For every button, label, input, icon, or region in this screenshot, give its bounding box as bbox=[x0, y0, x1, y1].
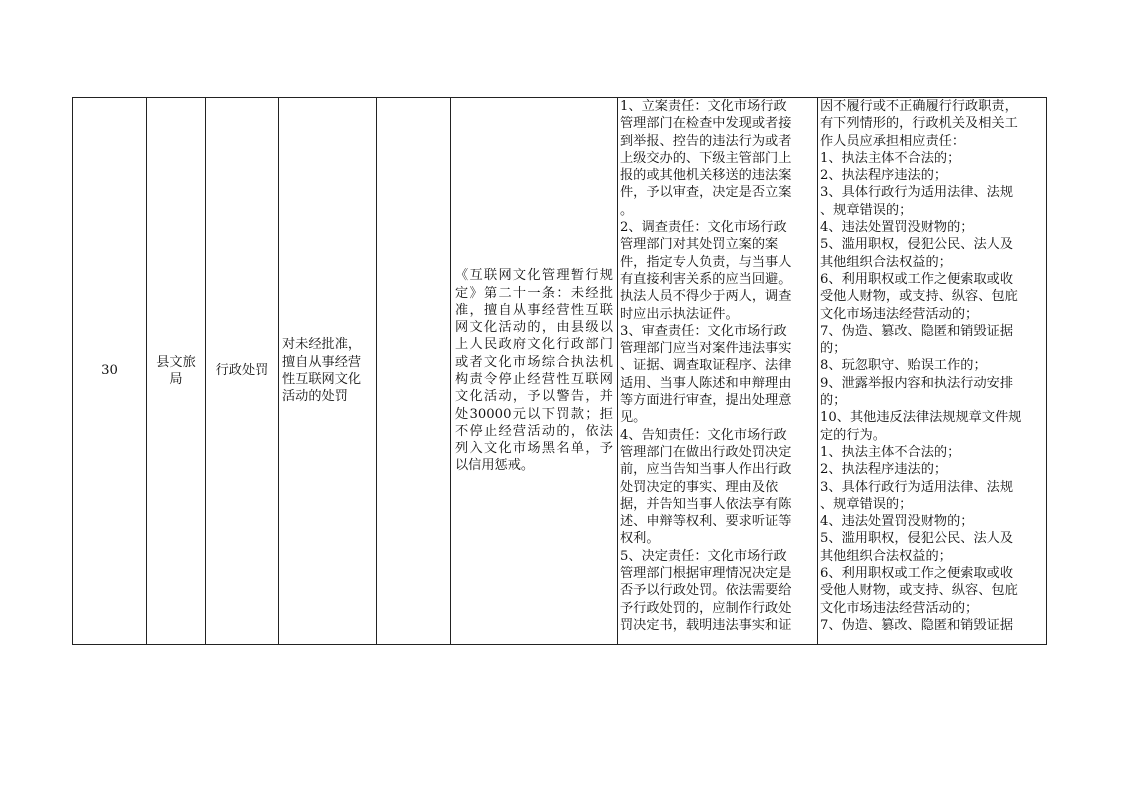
responsibility-line: 处罚决定的事实、理由及依 bbox=[620, 479, 779, 495]
accountability-line: 其他组织合法权益的； bbox=[820, 254, 952, 270]
responsibility-line: 。 bbox=[620, 202, 634, 218]
responsibility-line: 件，予以审查，决定是否立案 bbox=[620, 185, 792, 201]
responsibility-line: 权利。 bbox=[620, 531, 660, 547]
responsibility-line: 管理部门在检查中发现或者接 bbox=[620, 116, 792, 132]
accountability-line: 的； bbox=[820, 341, 847, 357]
responsibility-line: 管理部门根据审理情况决定是 bbox=[620, 566, 792, 582]
responsibility-line: 管理部门对其处罚立案的案 bbox=[620, 237, 779, 253]
accountability-line: 9、泄露举报内容和执法行动安排 bbox=[820, 375, 1014, 391]
responsibility-line: 管理部门在做出行政处罚决定 bbox=[620, 444, 792, 460]
accountability-line: 5、滥用职权，侵犯公民、法人及 bbox=[820, 237, 1014, 253]
item-name-cell bbox=[279, 98, 377, 645]
responsibility-line: 予行政处罚的，应制作行政处 bbox=[620, 600, 792, 616]
responsibility-line: 等方面进行审查，提出处理意 bbox=[620, 393, 792, 409]
responsibility-line: 否予以行政处罚。依法需要给 bbox=[620, 583, 792, 599]
accountability-line: 有下列情形的，行政机关及相关工 bbox=[820, 116, 1018, 132]
responsibility-cell bbox=[618, 98, 818, 645]
accountability-line: 因不履行或不正确履行行政职责， bbox=[820, 99, 1018, 114]
accountability-line: 10、其他违反法律法规规章文件规 bbox=[820, 410, 1022, 426]
power-category: 行政处罚 bbox=[215, 363, 269, 379]
accountability-line: 定的行为。 bbox=[820, 427, 886, 443]
accountability-line: 4、违法处置罚没财物的； bbox=[820, 514, 974, 530]
accountability-line: 文化市场违法经营活动的； bbox=[820, 600, 979, 616]
accountability-line: 、规章错误的； bbox=[820, 496, 913, 512]
accountability-line: 7、伪造、篡改、隐匿和销毁证据 bbox=[820, 617, 1014, 633]
responsibility-line: 有直接利害关系的应当回避。 bbox=[620, 271, 792, 287]
accountability-line: 受他人财物，或支持、纵容、包庇 bbox=[820, 289, 1018, 305]
accountability-line: 5、滥用职权，侵犯公民、法人及 bbox=[820, 531, 1014, 547]
responsibility-line: 见。 bbox=[620, 410, 647, 426]
legal-basis-cell bbox=[451, 98, 618, 645]
power-list-table bbox=[72, 97, 1047, 645]
accountability-line: 2、执法程序违法的； bbox=[820, 462, 948, 478]
accountability-line: 的； bbox=[820, 393, 847, 409]
accountability-line: 3、具体行政行为适用法律、法规 bbox=[820, 479, 1014, 495]
seq-number: 30 bbox=[101, 363, 118, 379]
responsibility-line: 时应出示执法证件。 bbox=[620, 306, 739, 322]
seq-cell bbox=[73, 98, 147, 645]
responsibility-text bbox=[618, 98, 817, 642]
accountability-line: 、规章错误的； bbox=[820, 202, 913, 218]
accountability-line: 6、利用职权或工作之便索取或收 bbox=[820, 271, 1014, 287]
responsibility-line: 管理部门应当对案件违法事实 bbox=[620, 341, 792, 357]
legal-basis: 《互联网文化管理暂行规定》第二十一条：未经批准，擅自从事经营性互联网文化活动的，由县级以上人民政府文化行政部门或者文化市场综合执法机构责令停止经营性互联网文化活动，予以警告，并处30000元以下罚款；拒不停止经营活动的，依法列入文化市场黑名单，予以信用惩戒。 bbox=[455, 268, 613, 474]
accountability-line: 其他组织合法权益的； bbox=[820, 548, 952, 564]
responsibility-line: 件，指定专人负责，与当事人 bbox=[620, 254, 792, 270]
sub-item-cell bbox=[377, 98, 451, 645]
accountability-cell bbox=[818, 98, 1047, 645]
department-cell bbox=[147, 98, 206, 645]
responsibility-line: 1、立案责任：文化市场行政 bbox=[620, 99, 787, 114]
accountability-line: 4、违法处置罚没财物的； bbox=[820, 220, 974, 236]
department-name: 县文旅局 bbox=[156, 354, 196, 387]
accountability-text bbox=[818, 98, 1046, 642]
category-cell bbox=[206, 98, 279, 645]
accountability-line: 7、伪造、篡改、隐匿和销毁证据 bbox=[820, 323, 1014, 339]
responsibility-line: 前，应当告知当事人作出行政 bbox=[620, 462, 792, 478]
responsibility-line: 、证据、调查取证程序、法律 bbox=[620, 358, 792, 374]
accountability-line: 1、执法主体不合法的； bbox=[820, 444, 961, 460]
responsibility-line: 2、调查责任：文化市场行政 bbox=[620, 220, 787, 236]
responsibility-line: 适用、当事人陈述和申辩理由 bbox=[620, 375, 792, 391]
responsibility-line: 4、告知责任：文化市场行政 bbox=[620, 427, 787, 443]
accountability-line: 8、玩忽职守、贻误工作的； bbox=[820, 358, 987, 374]
responsibility-line: 罚决定书，载明违法事实和证 bbox=[620, 617, 792, 633]
item-name: 对未经批准，擅自从事经营性互联网文化活动的处罚 bbox=[282, 337, 362, 405]
responsibility-line: 到举报、控告的违法行为或者 bbox=[620, 133, 792, 149]
responsibility-line: 报的或其他机关移送的违法案 bbox=[620, 168, 792, 184]
responsibility-line: 据，并告知当事人依法享有陈 bbox=[620, 496, 792, 512]
accountability-line: 2、执法程序违法的； bbox=[820, 168, 948, 184]
accountability-line: 1、执法主体不合法的； bbox=[820, 150, 961, 166]
accountability-line: 6、利用职权或工作之便索取或收 bbox=[820, 566, 1014, 582]
responsibility-line: 5、决定责任：文化市场行政 bbox=[620, 548, 787, 564]
accountability-line: 文化市场违法经营活动的； bbox=[820, 306, 979, 322]
accountability-line: 作人员应承担相应责任： bbox=[820, 133, 966, 149]
responsibility-line: 3、审查责任：文化市场行政 bbox=[620, 323, 787, 339]
table-row bbox=[73, 98, 1047, 645]
responsibility-line: 述、申辩等权利、要求听证等 bbox=[620, 514, 792, 530]
responsibility-line: 上级交办的、下级主管部门上 bbox=[620, 150, 792, 166]
accountability-line: 受他人财物，或支持、纵容、包庇 bbox=[820, 583, 1018, 599]
accountability-line: 3、具体行政行为适用法律、法规 bbox=[820, 185, 1014, 201]
responsibility-line: 执法人员不得少于两人，调查 bbox=[620, 289, 792, 305]
